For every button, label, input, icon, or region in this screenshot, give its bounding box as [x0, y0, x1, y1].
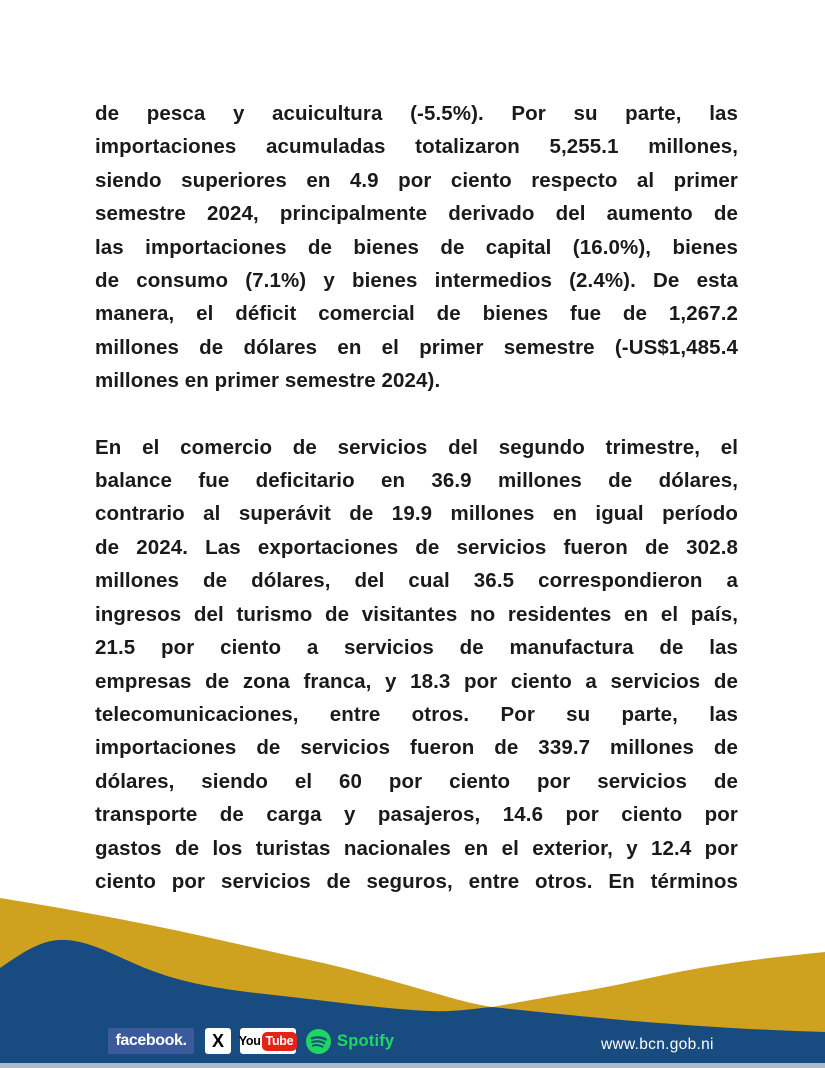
text-line: ciento por servicios de seguros, entre otros. En términos	[95, 869, 738, 893]
text-line: transporte de carga y pasajeros, 14.6 por ciento por	[95, 803, 738, 827]
paragraph-services-trade	[95, 431, 738, 899]
text-line: las importaciones de bienes de capital (16.0%), bienes	[95, 235, 738, 259]
spotify-logo-circle	[306, 1029, 331, 1054]
text-line: balance fue deficitario en 36.9 millones de dólares,	[95, 469, 738, 493]
text-line: de 2024. Las exportaciones de servicios fueron de 302.8	[95, 535, 738, 559]
text-line: de consumo (7.1%) y bienes intermedios (2.4%). De esta	[95, 269, 738, 293]
x-label: X	[211, 1030, 224, 1051]
paragraph-imports-goods	[95, 97, 738, 398]
x-twitter-icon[interactable]	[205, 1028, 231, 1054]
text-line: millones de dólares en el primer semestre (-US$1,485.4	[95, 335, 738, 359]
text-line: gastos de los turistas nacionales en el exterior, y 12.4 por	[95, 836, 738, 860]
bottom-edge-strip	[0, 1063, 825, 1068]
text-line: 21.5 por ciento a servicios de manufactura de las	[95, 636, 738, 660]
text-line: importaciones acumuladas totalizaron 5,255.1 millones,	[95, 135, 738, 159]
text-line: millones de dólares, del cual 36.5 correspondieron a	[95, 569, 738, 593]
text-line: semestre 2024, principalmente derivado del aumento de	[95, 202, 738, 226]
text-line: ingresos del turismo de visitantes no residentes en el país,	[95, 602, 738, 626]
spotify-icon[interactable]	[306, 1028, 394, 1054]
youtube-you-label: You	[238, 1034, 261, 1048]
text-line: de pesca y acuicultura (-5.5%). Por su parte, las	[95, 102, 738, 125]
text-line: dólares, siendo el 60 por ciento por servicios de	[95, 769, 738, 793]
text-line: telecomunicaciones, entre otros. Por su parte, las	[95, 702, 738, 726]
facebook-label: facebook.	[115, 1032, 187, 1049]
body-text	[95, 97, 738, 931]
text-line: manera, el déficit comercial de bienes fue de 1,267.2	[95, 302, 738, 326]
website-url[interactable]: www.bcn.gob.ni	[601, 1036, 714, 1053]
text-line: empresas de zona franca, y 18.3 por ciento a servicios de	[95, 669, 738, 693]
facebook-icon[interactable]	[108, 1028, 194, 1054]
text-line: siendo superiores en 4.9 por ciento respecto al primer	[95, 168, 738, 192]
youtube-tube-label: Tube	[262, 1032, 298, 1051]
text-line: importaciones de servicios fueron de 339.7 millones de	[95, 736, 738, 760]
youtube-icon[interactable]	[240, 1028, 296, 1054]
text-line: contrario al superávit de 19.9 millones en igual período	[95, 502, 738, 526]
spotify-label: Spotify	[337, 1031, 395, 1050]
text-line: millones en primer semestre 2024).	[95, 369, 441, 393]
text-line: En el comercio de servicios del segundo trimestre, el	[95, 435, 738, 459]
